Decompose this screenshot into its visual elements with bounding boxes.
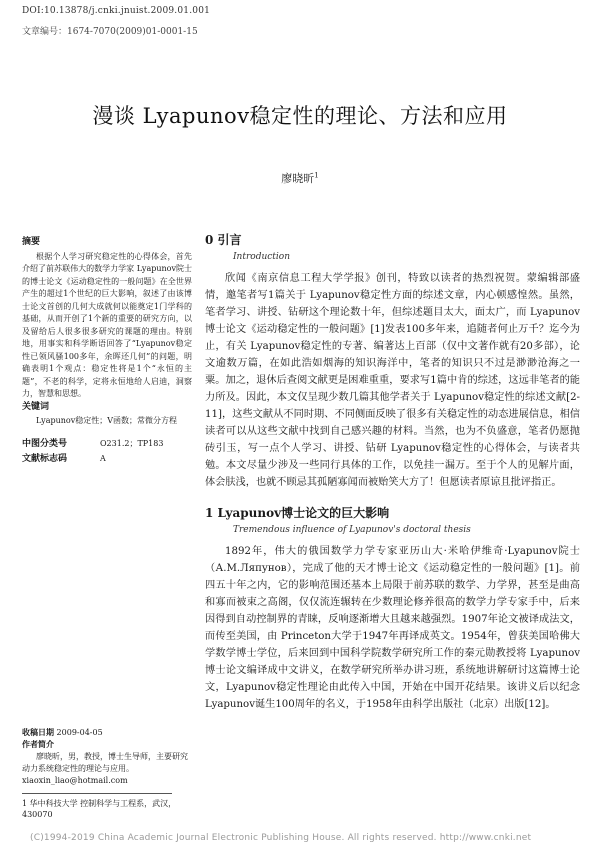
body-text bbox=[205, 232, 580, 713]
doc-code-value: A bbox=[100, 454, 106, 463]
footnote-divider bbox=[22, 793, 172, 794]
received-value: 2009-04-05 bbox=[56, 728, 103, 737]
paper-title: 漫谈 Lyapunov稳定性的理论、方法和应用 bbox=[92, 104, 508, 128]
abstract-block bbox=[22, 236, 192, 466]
classification-label: 中图分类号 bbox=[22, 438, 68, 449]
section-0-heading-en: Introduction bbox=[233, 252, 290, 262]
section-1-heading-en: Tremendous influence of Lyapunov's doctoral thesis bbox=[233, 525, 471, 535]
author-affiliation-mark: 1 bbox=[314, 171, 319, 180]
affiliation-footnote: 1 华中科技大学 控制科学与工程系，武汉，430070 bbox=[22, 799, 177, 819]
section-1-paragraph: 1892年，伟大的俄国数学力学专家亚历山大·米哈伊维奇·Lyapunov院士（А.М.Ляпунов），完成了他的天才博士论文《运动稳定性的一般问题》[1]。前四五十年之内，它的影响范围还基本上局限于前苏联的数学、力学界，甚至是曲高和寡而被束之高阁，仅仅流连辗转在少数理论修养很高的数学力学专家手中，后来因得到自动控制界的青睐，反响逐渐增大且越来越强烈。1907年论文被译成法文，而传至美国，由 Princeton大学于1947年再译成英文。1954年，曾获美国哈佛大学数学博士学位，后来回到中国科学院数学研究所工作的秦元勋教授将 Lyapunov博士论文编译成中文讲义，在数学研究所举办讲习班，系统地讲解研讨这篇博士论文，Lyapunov稳定性理论由此传入中国，开始在中国开花结果。该讲义后以纪念 Lyapunov诞生100周年的名义，于1958年由科学出版社（北京）出版[12]。 bbox=[205, 546, 580, 710]
abstract-text: 根据个人学习研究稳定性的心得体会，首先介绍了前苏联伟大的数学力学家 Lyapunov院士的博士论文《运动稳定性的一般问题》在全世界产生的超过1个世纪的巨大影响，叙述了由该博士论文首创的几何大成就何以能奠定1门学科的基础，从而开创了1个新的重要的研究方向，以及留给后人很多很多研究的课题的理由。特别地，用事实和科学断语回答了“Lyapunov稳定性已领风骚100多年，余晖还几何”的问题，明确表明1个观点：稳定性将是1个“永恒的主题”，不老的科学，定将永恒地给人启迪，洞察力，智慧和思想。 bbox=[22, 251, 192, 398]
section-1-heading: 1 Lyapunov博士论文的巨大影响 bbox=[205, 506, 390, 520]
section-0-paragraph: 欣闻《南京信息工程大学学报》创刊，特致以读者的热烈祝贺。蒙编辑部盛情，邀笔者写1篇关于 Lyapunov稳定性方面的综述文章，内心顿感惶然。虽然，笔者学习、讲授、钻研这个理论数十年，但综述题目太大，面太广，而 Lyapunov博士论文《运动稳定性的一般问题》[1]发表100多年来，追随者何止万千？迄今为止，有关 Lyapunov稳定性的专著、编著达上百部（仅中文著作就有20多部），论文逾数万篇，在如此浩如烟海的知识海洋中，笔者的知识只不过是渺渺沧海之一粟。加之，退休后查阅文献更是困难重重，要求写1篇中肯的综述，这远非笔者的能力所及。因此，本文仅呈现少数几篇其他学者关于 Lyapunov稳定性的综述文献[2-11]，这些文献从不同时期、不同侧面反映了很多有关稳定性的动态进展信息，相信读者可以从这些文献中找到自己感兴趣的材料。当然，也为不负盛意，笔者仍愿抛砖引玉，写一点个人学习、讲授、钻研 Lyapunov稳定性的心得体会，与读者共勉。本文尽量少涉及一些同行具体的工作，以免挂一漏万。至于个人的见解片面，体会肤浅，也就不顾忌其孤陋寡闻而被贻笑大方了！但愿读者原谅且批评指正。 bbox=[205, 273, 580, 488]
classification-value: O231.2；TP183 bbox=[100, 438, 164, 448]
keywords-label: 关键词 bbox=[22, 401, 50, 412]
author-bio-label: 作者简介 bbox=[22, 740, 54, 749]
received-label: 收稿日期 bbox=[22, 728, 54, 737]
doc-code-row bbox=[22, 453, 192, 466]
abstract-label: 摘要 bbox=[22, 237, 41, 247]
received-block bbox=[22, 727, 192, 787]
author-bio-text: 廖晓昕，男，教授，博士生导师，主要研究动力系统稳定性的理论与应用。xiaoxin_liao@hotmail.com bbox=[22, 752, 188, 785]
keywords-text: Lyapunov稳定性；V函数；常微分方程 bbox=[36, 416, 177, 425]
author-line bbox=[0, 170, 600, 186]
received-row bbox=[22, 727, 192, 739]
section-0-heading: 0 引言 bbox=[205, 233, 242, 247]
article-number: 文章编号：1674-7070(2009)01-0001-15 bbox=[22, 27, 198, 37]
author-name: 廖晓昕 bbox=[281, 172, 315, 185]
doc-code-label: 文献标志码 bbox=[22, 454, 68, 464]
classification-row bbox=[22, 438, 192, 451]
copyright-line: (C)1994-2019 China Academic Journal Electronic Publishing House. All rights reserved. http://www.cnki.net bbox=[30, 833, 532, 843]
doi-line: DOI:10.13878/j.cnki.jnuist.2009.01.001 bbox=[22, 6, 211, 16]
